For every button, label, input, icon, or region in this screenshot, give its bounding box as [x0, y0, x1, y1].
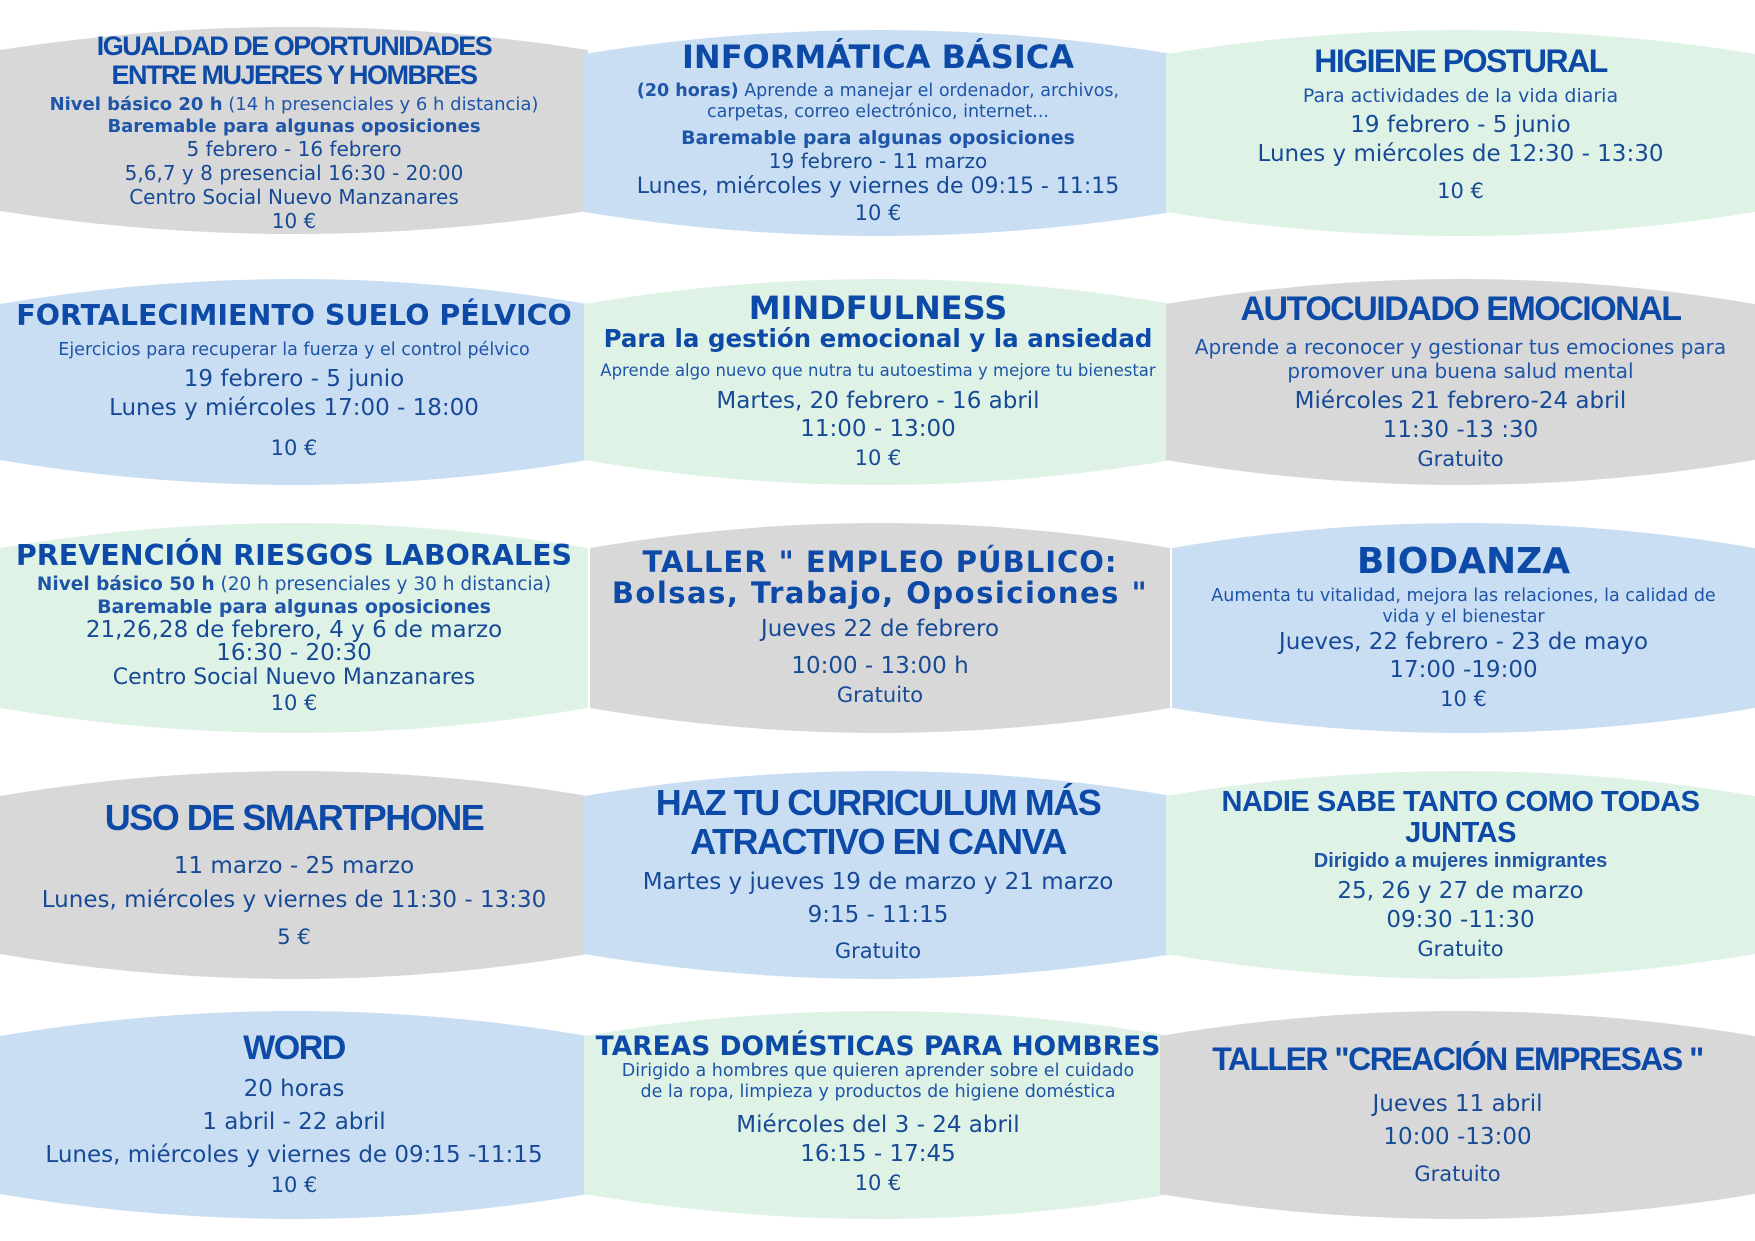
course-schedule: 5,6,7 y 8 presencial 16:30 - 20:00	[124, 161, 464, 186]
course-card-suelo-pelvico	[0, 268, 588, 496]
course-price: Gratuito	[1417, 446, 1504, 471]
course-time: 11:30 -13 :30	[1382, 417, 1539, 444]
course-card-canva	[584, 760, 1172, 990]
course-title: WORD	[243, 1029, 345, 1068]
course-dates: 21,26,28 de febrero, 4 y 6 de marzo	[85, 617, 503, 644]
course-dates: 1 abril - 22 abril	[202, 1108, 386, 1135]
course-description: Dirigido a hombres que quieren aprender sobre el cuidado de la ropa, limpieza y productos de higiene doméstica	[621, 1061, 1135, 1103]
course-price: 10 €	[270, 690, 318, 715]
course-subtitle: Para la gestión emocional y la ansiedad	[603, 323, 1153, 353]
course-title: HIGIENE POSTURAL	[1314, 43, 1607, 79]
course-time: 10:00 -13:00	[1383, 1124, 1532, 1151]
course-description: Aprende algo nuevo que nutra tu autoestima y mejore tu bienestar	[600, 360, 1156, 380]
course-price: 10 €	[271, 209, 317, 234]
course-time: 16:15 - 17:45	[800, 1141, 956, 1168]
course-price: 10 €	[1437, 178, 1484, 203]
course-title: USO DE SMARTPHONE	[104, 796, 484, 838]
course-title: TALLER " EMPLEO PÚBLICO:	[642, 544, 1118, 579]
course-description: Para actividades de la vida diaria	[1302, 84, 1619, 107]
course-schedule: Lunes y miércoles de 12:30 - 13:30	[1257, 141, 1664, 168]
description-text: Aprende a manejar el ordenador, archivos, carpetas, correo electrónico, internet...	[707, 80, 1120, 122]
course-dates: 11 marzo - 25 marzo	[173, 852, 415, 879]
course-dates: Jueves 22 de febrero	[760, 616, 1000, 643]
course-price: 5 €	[277, 925, 311, 950]
course-card-mindfulness	[584, 268, 1172, 496]
course-title: MINDFULNESS	[748, 289, 1008, 328]
course-dates: 19 febrero - 11 marzo	[768, 149, 988, 174]
course-price: 10 €	[854, 200, 902, 225]
course-price: Gratuito	[1417, 936, 1504, 961]
course-dates: Miércoles del 3 - 24 abril	[736, 1112, 1020, 1139]
course-title-line2: Bolsas, Trabajo, Oposiciones "	[611, 576, 1149, 611]
course-title-line2: JUNTAS	[1405, 817, 1516, 850]
course-price: Gratuito	[1414, 1161, 1501, 1186]
course-title: INFORMÁTICA BÁSICA	[682, 37, 1074, 76]
course-description: Aprende a reconocer y gestionar tus emociones para promover una buena salud mental	[1194, 335, 1727, 384]
course-card-informatica	[584, 18, 1172, 248]
course-description: Aumenta tu vitalidad, mejora las relaciones, la calidad de vida y el bienestar	[1211, 585, 1716, 627]
course-dates: Martes y jueves 19 de marzo y 21 marzo	[642, 868, 1114, 895]
level-rest: (14 h presenciales y 6 h distancia)	[222, 94, 539, 116]
course-card-prevencion	[0, 512, 588, 744]
course-price: Gratuito	[834, 939, 922, 964]
course-title: FORTALECIMIENTO SUELO PÉLVICO	[16, 299, 572, 333]
course-dates: Jueves 11 abril	[1372, 1091, 1543, 1118]
course-card-tareas-domesticas	[584, 1000, 1172, 1230]
course-card-creacion-empresas	[1160, 1000, 1755, 1230]
course-title: NADIE SABE TANTO COMO TODAS	[1221, 785, 1700, 818]
course-price: 10 €	[270, 1173, 318, 1198]
course-place: Centro Social Nuevo Manzanares	[112, 665, 476, 691]
course-card-igualdad	[0, 18, 588, 243]
course-schedule: Lunes, miércoles y viernes de 09:15 -11:15	[45, 1141, 543, 1168]
course-title: AUTOCUIDADO EMOCIONAL	[1240, 289, 1681, 328]
baremable-note: Baremable para algunas oposiciones	[681, 126, 1075, 149]
course-price: 10 €	[854, 446, 902, 471]
course-dates: Miércoles 21 febrero-24 abril	[1294, 388, 1627, 415]
course-time: 11:00 - 13:00	[800, 416, 956, 443]
course-title: TALLER "CREACIÓN EMPRESAS "	[1212, 1040, 1703, 1077]
baremable-note: Baremable para algunas oposiciones	[97, 596, 491, 619]
course-title: PREVENCIÓN RIESGOS LABORALES	[15, 539, 573, 573]
course-title: TAREAS DOMÉSTICAS PARA HOMBRES	[595, 1030, 1161, 1062]
course-price: 10 €	[270, 436, 318, 461]
course-title-line2: ATRACTIVO EN CANVA	[690, 821, 1066, 863]
course-dates: 19 febrero - 5 junio	[1350, 112, 1571, 139]
course-subtitle: Dirigido a mujeres inmigrantes	[1313, 850, 1608, 873]
course-dates: Jueves, 22 febrero - 23 de mayo	[1278, 628, 1649, 655]
course-description	[598, 81, 1158, 123]
course-card-word	[0, 1000, 588, 1230]
course-hours: (20 horas)	[636, 80, 739, 101]
course-dates: 5 febrero - 16 febrero	[186, 137, 402, 162]
level-rest: (20 h presenciales y 30 h distancia)	[214, 574, 552, 596]
course-time: 10:00 - 13:00 h	[791, 653, 969, 680]
course-title: HAZ TU CURRICULUM MÁS	[655, 782, 1101, 824]
baremable-note: Baremable para algunas oposiciones	[107, 115, 481, 137]
course-dates: Martes, 20 febrero - 16 abril	[716, 387, 1040, 414]
level-bold: Nivel básico 50 h	[36, 574, 215, 596]
course-card-empleo-publico	[584, 512, 1176, 744]
course-title-line2: ENTRE MUJERES Y HOMBRES	[111, 59, 477, 90]
course-card-autocuidado	[1166, 268, 1755, 496]
course-time: 16:30 - 20:30	[216, 640, 372, 667]
course-description: Ejercicios para recuperar la fuerza y el control pélvico	[58, 339, 530, 360]
course-price: 10 €	[1440, 687, 1487, 712]
course-time: 9:15 - 11:15	[807, 901, 949, 928]
course-title: IGUALDAD DE OPORTUNIDADES	[96, 30, 492, 61]
course-price: Gratuito	[836, 682, 924, 707]
level-bold: Nivel básico 20 h	[49, 94, 223, 116]
course-hours: 20 horas	[243, 1076, 345, 1103]
course-time: 17:00 -19:00	[1389, 657, 1538, 684]
course-dates: 25, 26 y 27 de marzo	[1337, 878, 1584, 905]
course-level	[37, 574, 551, 596]
course-price: 10 €	[854, 1170, 902, 1195]
course-schedule: Lunes, miércoles y viernes de 11:30 - 13:30	[41, 887, 547, 914]
course-card-smartphone	[0, 760, 588, 990]
course-title: BIODANZA	[1356, 540, 1571, 582]
course-dates: 19 febrero - 5 junio	[183, 365, 405, 392]
course-card-higiene	[1166, 18, 1755, 248]
course-place: Centro Social Nuevo Manzanares	[129, 185, 459, 210]
course-schedule: Lunes y miércoles 17:00 - 18:00	[109, 394, 479, 421]
course-level	[50, 94, 539, 116]
course-card-biodanza	[1172, 512, 1755, 744]
course-time: 09:30 -11:30	[1386, 907, 1535, 934]
course-card-nadie-sabe	[1166, 760, 1755, 990]
course-schedule: Lunes, miércoles y viernes de 09:15 - 11:15	[636, 174, 1120, 200]
